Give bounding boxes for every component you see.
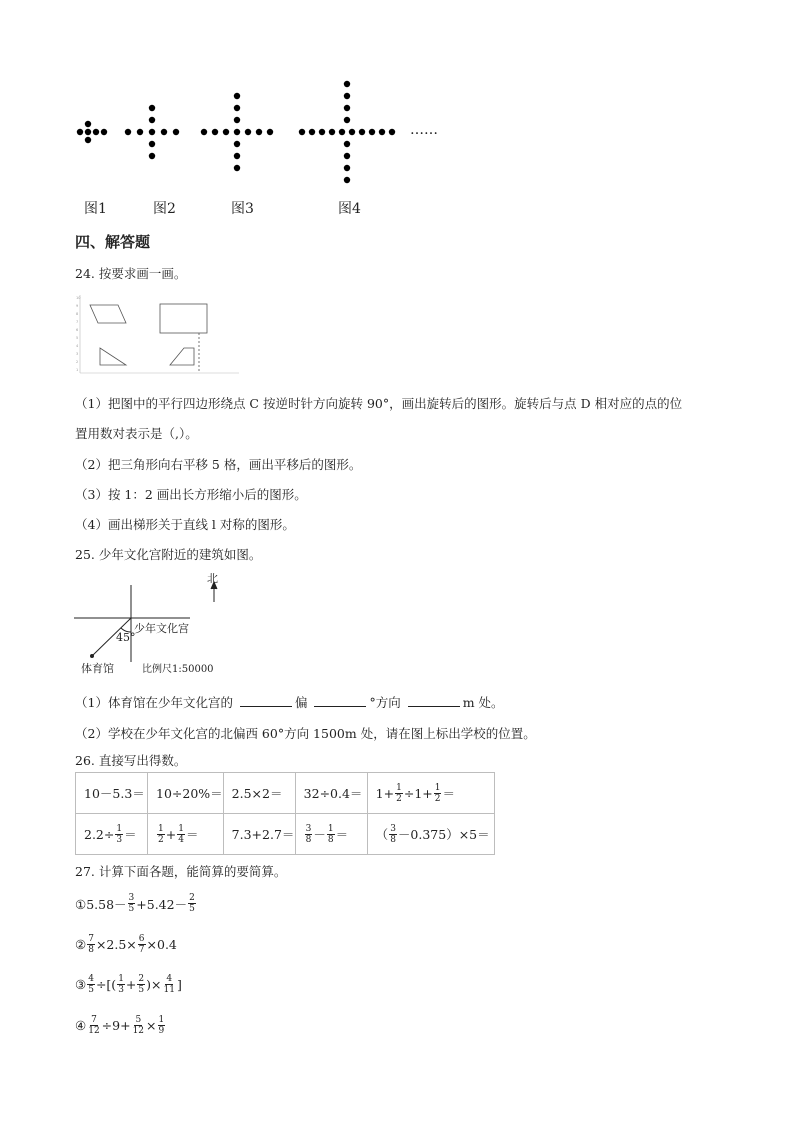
trapezoid (170, 348, 194, 365)
q25-p1-c: °方向 (369, 695, 401, 710)
svg-text:4: 4 (76, 344, 79, 348)
caption-fig1: 图1 (84, 201, 107, 217)
svg-text:8: 8 (76, 312, 79, 316)
caption-fig4: 图4 (338, 201, 361, 217)
svg-text:9: 9 (76, 304, 79, 308)
dot-patterns (70, 75, 450, 195)
caption-fig2: 图2 (153, 201, 176, 217)
q24-part2: （2）把三角形向右平移 5 格，画出平移后的图形。 (75, 457, 362, 472)
angle-label: 45° (116, 631, 136, 644)
q25-p1-a: （1）体育馆在少年文化宫的 (75, 695, 233, 710)
calc-cell: 10÷20%＝ (148, 773, 224, 814)
answer-blank-angle[interactable] (314, 695, 366, 707)
dots-ellipsis: …… (410, 122, 438, 138)
palace-label: 少年文化宫 (134, 622, 189, 635)
north-label: 北 (207, 572, 218, 585)
q26-table (75, 772, 495, 855)
svg-text:1: 1 (76, 368, 79, 372)
q26-title: 26. 直接写出得数。 (75, 753, 187, 768)
table-row (76, 814, 495, 855)
calc-cell: 10－5.3＝ (76, 773, 148, 814)
calc-cell: $\frac{3}{8}$ － $\frac{1}{8}$ ＝ (295, 814, 367, 855)
parallelogram (90, 305, 126, 323)
calc-cell: 2.5×2＝ (223, 773, 295, 814)
q25-p1-d: m 处。 (462, 695, 504, 710)
q27-expr4: ④ $\frac{7}{12}$ ÷9+ $\frac{5}{12}$ × $\frac{1}{9}$ (75, 1015, 165, 1036)
q25-p1-b: 偏 (294, 695, 308, 710)
q24-part3: （3）按 1：2 画出长方形缩小后的图形。 (75, 487, 307, 502)
table-row (76, 773, 495, 814)
answer-blank-distance[interactable] (408, 695, 460, 707)
q24-grid-figure (74, 293, 244, 379)
calc-cell: （ $\frac{3}{8}$ －0.375）×5＝ (367, 814, 494, 855)
q24-part1b: 置用数对表示是（,）。 (75, 426, 198, 441)
gym-point (90, 654, 94, 658)
calc-cell: $\frac{1}{2}$ + $\frac{1}{4}$ ＝ (148, 814, 224, 855)
svg-text:7: 7 (76, 320, 79, 324)
calc-cell: 1+ $\frac{1}{2}$ ÷1+ $\frac{1}{2}$ ＝ (367, 773, 494, 814)
q25-part1 (75, 693, 504, 711)
calc-cell: 7.3+2.7＝ (223, 814, 295, 855)
q25-title: 25. 少年文化宫附近的建筑如图。 (75, 547, 262, 562)
gym-label: 体育馆 (81, 662, 114, 675)
scale-label: 比例尺1:50000 (142, 664, 214, 675)
q24-part4: （4）画出梯形关于直线 l 对称的图形。 (75, 517, 295, 532)
svg-text:2: 2 (76, 360, 79, 364)
calc-cell: 32÷0.4＝ (295, 773, 367, 814)
q24-title: 24. 按要求画一画。 (75, 266, 187, 281)
caption-fig3: 图3 (231, 201, 254, 217)
triangle (100, 348, 126, 365)
q27-expr2: ② $\frac{7}{8}$ ×2.5× $\frac{6}{7}$ ×0.4 (75, 934, 177, 955)
svg-text:6: 6 (76, 328, 79, 332)
q27-title: 27. 计算下面各题，能简算的要简算。 (75, 864, 287, 879)
svg-text:3: 3 (76, 352, 79, 356)
q27-expr3: ③ $\frac{4}{5}$ ÷[( $\frac{1}{3}$ + $\frac{2}{5}$ )× $\frac{4}{11}$ ] (75, 974, 182, 995)
calc-cell: 2.2÷ $\frac{1}{3}$ ＝ (76, 814, 148, 855)
rectangle (160, 304, 207, 333)
q25-part2: （2）学校在少年文化宫的北偏西 60°方向 1500m 处，请在图上标出学校的位置。 (75, 726, 536, 741)
svg-text:5: 5 (76, 336, 79, 340)
q24-part1a: （1）把图中的平行四边形绕点 C 按逆时针方向旋转 90°，画出旋转后的图形。旋转后与点 D 相对应的点的位 (75, 396, 683, 411)
svg-text:10: 10 (76, 296, 81, 300)
answer-blank-direction1[interactable] (240, 695, 292, 707)
q27-expr1: ①5.58－ $\frac{3}{5}$ +5.42－ $\frac{2}{5}$ (75, 893, 195, 914)
section-title: 四、解答题 (75, 233, 151, 251)
